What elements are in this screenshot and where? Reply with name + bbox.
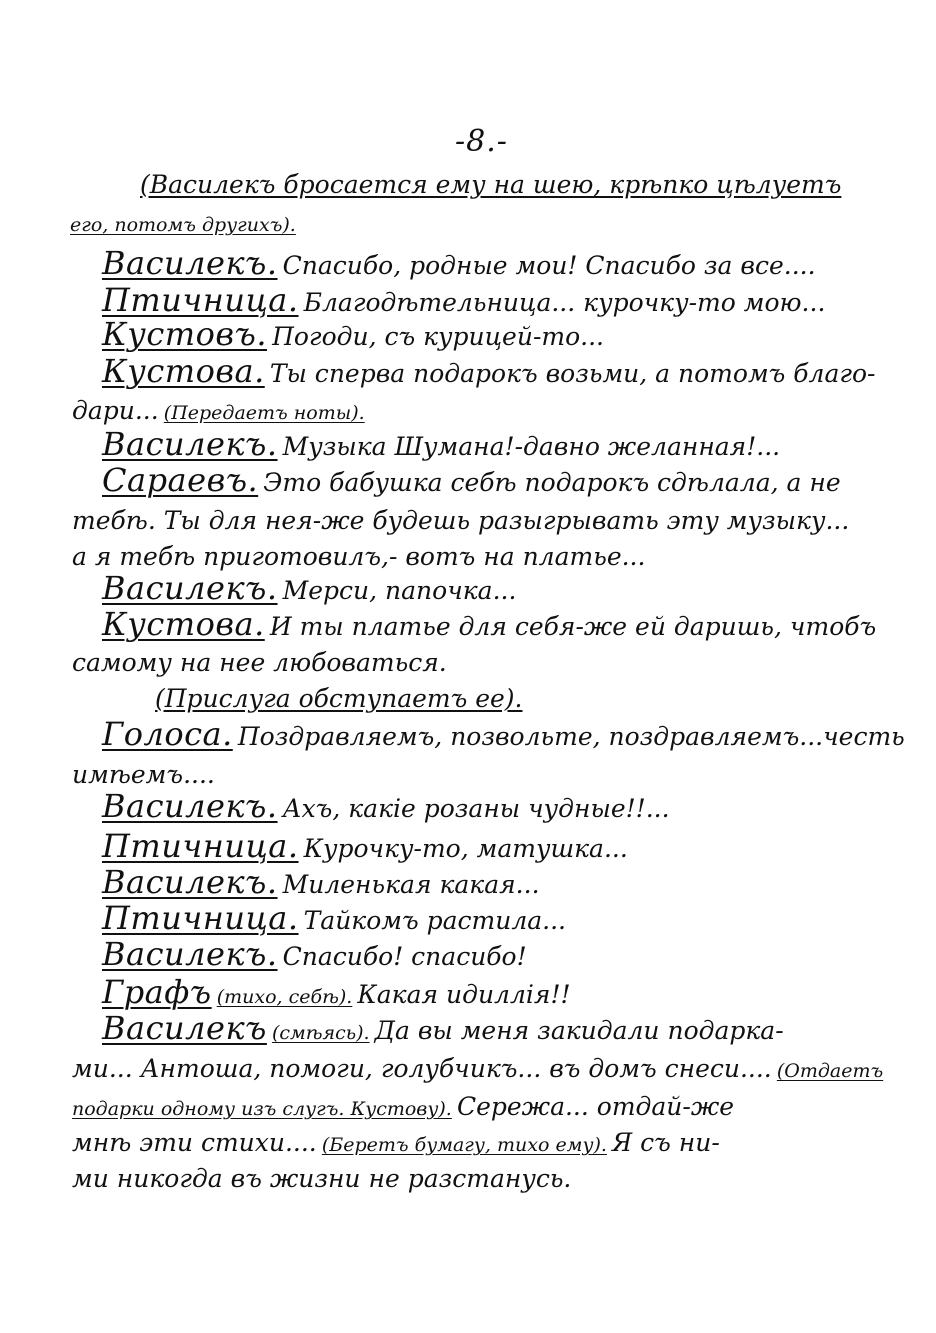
- speech-text: Спасибо! спасибо!: [282, 942, 527, 971]
- speaker-name: Василекъ.: [102, 425, 278, 463]
- speech-continuation: Сережа... отдай-же: [456, 1092, 735, 1121]
- speech-text: Миленькая какая...: [282, 870, 540, 899]
- speech-text: Музыка Шумана!-давно желанная!...: [282, 432, 781, 461]
- dialogue-line: [72, 508, 849, 533]
- speech-continuation: самому на нее любоваться.: [72, 648, 447, 677]
- speaker-name: Василекъ: [102, 1009, 267, 1047]
- dialogue-line: [102, 899, 567, 937]
- stage-direction: (тихо, себѣ).: [216, 986, 353, 1008]
- speech-text: Мерси, папочка...: [282, 576, 517, 605]
- speech-continuation: Я съ ни-: [612, 1128, 720, 1157]
- stage-direction: (смѣясь).: [271, 1022, 370, 1044]
- dialogue-line: [72, 1094, 734, 1119]
- speaker-name: Василекъ.: [102, 787, 278, 825]
- dialogue-line: [102, 827, 628, 865]
- stage-direction-line: [155, 686, 523, 711]
- stage-direction: (Беретъ бумагу, тихо ему).: [321, 1134, 607, 1156]
- dialogue-line: [72, 1130, 720, 1155]
- stage-direction: его, потомъ другихъ).: [70, 214, 296, 236]
- speech-text: Да вы меня закидали подарка-: [374, 1016, 784, 1045]
- speaker-name: Василекъ.: [102, 935, 278, 973]
- speaker-name: Кустова.: [102, 352, 265, 390]
- speech-text: Поздравляемъ, позвольте, поздравляемъ...честь: [237, 722, 905, 751]
- stage-direction-line: [140, 172, 841, 197]
- speech-continuation: имѣемъ....: [72, 760, 215, 789]
- dialogue-line: [102, 569, 517, 607]
- speaker-name: Василекъ.: [102, 863, 278, 901]
- stage-direction: (Отдаетъ: [776, 1060, 884, 1082]
- speech-text: Ты сперва подарокъ возьми, а потомъ благо-: [269, 359, 876, 388]
- stage-direction: (Прислуга обступаетъ ее).: [155, 684, 523, 713]
- dialogue-line: [72, 398, 365, 423]
- speech-text: Погоди, съ курицей-то...: [272, 322, 604, 351]
- speech-text: Спасибо, родные мои! Спасибо за все....: [282, 251, 816, 280]
- dialogue-line: [102, 244, 816, 282]
- speaker-name: Голоса.: [102, 715, 233, 753]
- dialogue-line: [102, 605, 877, 643]
- speech-text: Ахъ, какіе розаны чудные!!...: [282, 794, 670, 823]
- dialogue-line: [102, 973, 571, 1011]
- speech-text: Это бабушка себѣ подарокъ сдѣлала, а не: [263, 468, 841, 497]
- dialogue-line: [102, 1009, 784, 1047]
- dialogue-line: [102, 863, 540, 901]
- speech-continuation: тебѣ. Ты для нея-же будешь разыгрывать эту музыку...: [72, 506, 850, 535]
- speaker-name: Птичница.: [102, 281, 299, 319]
- dialogue-line: [102, 461, 841, 499]
- dialogue-line: [102, 315, 604, 353]
- dialogue-line: [102, 281, 826, 319]
- dialogue-line: [102, 352, 876, 390]
- stage-direction: подарки одному изъ слугъ. Кустову).: [72, 1098, 452, 1120]
- speech-text: Благодѣтельница... курочку-то мою...: [303, 288, 826, 317]
- speech-continuation: ми никогда въ жизни не разстанусь.: [72, 1164, 572, 1193]
- speaker-name: Птичница.: [102, 827, 299, 865]
- dialogue-line: [102, 715, 905, 753]
- speech-continuation: ми... Антоша, помоги, голубчикъ... въ домъ снеси....: [72, 1054, 772, 1083]
- dialogue-line: [102, 935, 527, 973]
- speech-continuation: мнѣ эти стихи....: [72, 1128, 317, 1157]
- speaker-name: Кустовъ.: [102, 315, 267, 353]
- dialogue-line: [72, 544, 645, 569]
- speech-text: Тайкомъ растила...: [303, 906, 567, 935]
- speaker-name: Птичница.: [102, 899, 299, 937]
- dialogue-line: [72, 762, 215, 787]
- dialogue-line: [102, 787, 670, 825]
- page-number: -8.-: [455, 124, 508, 159]
- speech-continuation: дари...: [72, 396, 159, 425]
- speech-continuation: а я тебѣ приготовилъ,- вотъ на платье...: [72, 542, 646, 571]
- speaker-name: Василекъ.: [102, 569, 278, 607]
- stage-direction-line: [70, 216, 296, 235]
- speaker-name: Кустова.: [102, 605, 265, 643]
- dialogue-line: [72, 1056, 883, 1081]
- speech-text: Курочку-то, матушка...: [303, 834, 628, 863]
- stage-direction: (Василекъ бросается ему на шею, крѣпко цѣлуетъ: [140, 170, 842, 199]
- dialogue-line: [102, 425, 781, 463]
- stage-direction: (Передаетъ ноты).: [163, 402, 365, 424]
- dialogue-line: [72, 1166, 571, 1191]
- speech-text: Какая идиллія!!: [357, 980, 571, 1009]
- speaker-name: Сараевъ.: [102, 461, 259, 499]
- speech-text: И ты платье для себя-же ей даришь, чтобъ: [269, 612, 877, 641]
- speaker-name: Василекъ.: [102, 244, 278, 282]
- dialogue-line: [72, 650, 447, 675]
- speaker-name: Графъ: [102, 973, 212, 1011]
